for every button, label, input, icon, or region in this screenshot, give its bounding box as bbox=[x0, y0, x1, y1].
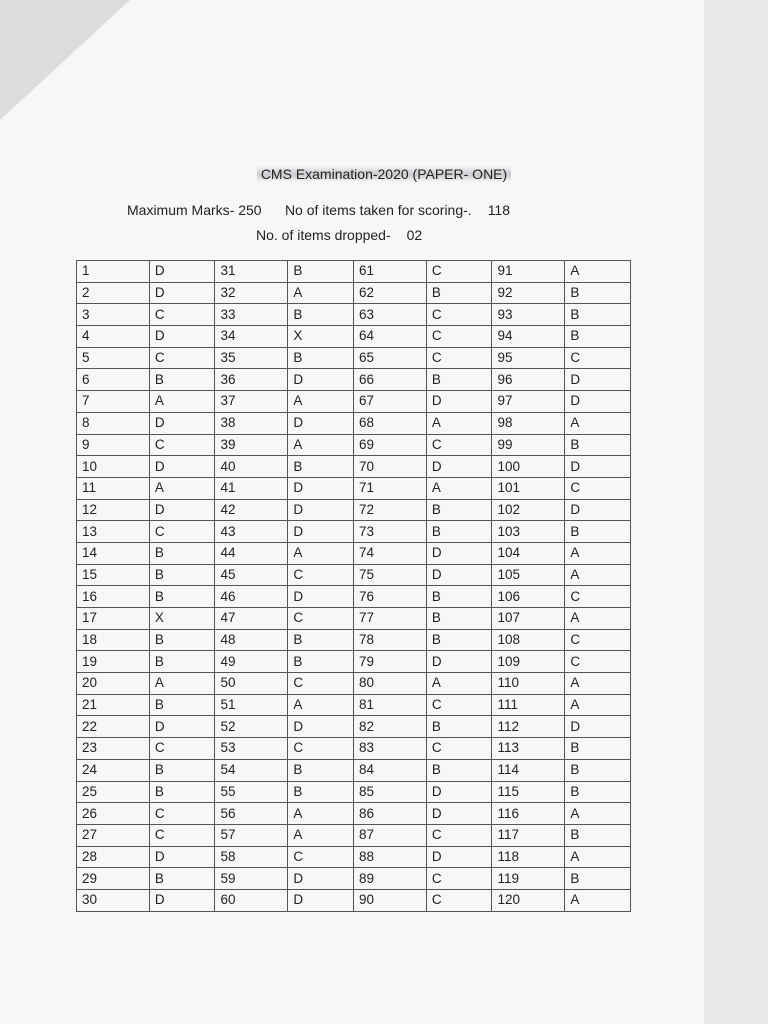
answer-letter: C bbox=[426, 304, 492, 326]
question-number: 94 bbox=[492, 326, 565, 348]
question-number: 8 bbox=[77, 412, 150, 434]
question-number: 110 bbox=[492, 673, 565, 695]
answer-key-table bbox=[76, 260, 631, 912]
question-number: 21 bbox=[77, 694, 150, 716]
table-row bbox=[77, 629, 631, 651]
question-number: 73 bbox=[353, 521, 426, 543]
answer-letter: C bbox=[426, 889, 492, 911]
question-number: 100 bbox=[492, 456, 565, 478]
question-number: 59 bbox=[215, 868, 288, 890]
question-number: 53 bbox=[215, 738, 288, 760]
question-number: 34 bbox=[215, 326, 288, 348]
table-row bbox=[77, 304, 631, 326]
question-number: 11 bbox=[77, 477, 150, 499]
answer-letter: A bbox=[565, 673, 631, 695]
answer-letter: A bbox=[426, 412, 492, 434]
answer-letter: B bbox=[565, 868, 631, 890]
answer-letter: C bbox=[565, 586, 631, 608]
answer-letter: A bbox=[565, 889, 631, 911]
answer-letter: A bbox=[565, 608, 631, 630]
question-number: 2 bbox=[77, 282, 150, 304]
answer-letter: A bbox=[288, 542, 354, 564]
question-number: 109 bbox=[492, 651, 565, 673]
question-number: 117 bbox=[492, 824, 565, 846]
answer-letter: C bbox=[288, 673, 354, 695]
answer-letter: A bbox=[288, 282, 354, 304]
answer-letter: B bbox=[149, 586, 215, 608]
marks-line bbox=[127, 202, 510, 218]
question-number: 114 bbox=[492, 759, 565, 781]
table-row bbox=[77, 759, 631, 781]
question-number: 75 bbox=[353, 564, 426, 586]
table-row bbox=[77, 716, 631, 738]
answer-letter: B bbox=[426, 521, 492, 543]
question-number: 39 bbox=[215, 434, 288, 456]
table-row bbox=[77, 824, 631, 846]
question-number: 38 bbox=[215, 412, 288, 434]
answer-letter: C bbox=[565, 629, 631, 651]
answer-letter: D bbox=[288, 477, 354, 499]
question-number: 96 bbox=[492, 369, 565, 391]
question-number: 24 bbox=[77, 759, 150, 781]
table-row bbox=[77, 477, 631, 499]
answer-letter: C bbox=[426, 868, 492, 890]
answer-letter: B bbox=[149, 651, 215, 673]
answer-letter: D bbox=[288, 412, 354, 434]
question-number: 111 bbox=[492, 694, 565, 716]
answer-letter: B bbox=[426, 716, 492, 738]
question-number: 74 bbox=[353, 542, 426, 564]
question-number: 52 bbox=[215, 716, 288, 738]
question-number: 89 bbox=[353, 868, 426, 890]
question-number: 18 bbox=[77, 629, 150, 651]
question-number: 50 bbox=[215, 673, 288, 695]
answer-letter: D bbox=[426, 564, 492, 586]
table-row bbox=[77, 781, 631, 803]
question-number: 48 bbox=[215, 629, 288, 651]
table-row bbox=[77, 434, 631, 456]
question-number: 63 bbox=[353, 304, 426, 326]
answer-letter: B bbox=[288, 261, 354, 283]
question-number: 3 bbox=[77, 304, 150, 326]
answer-letter: C bbox=[149, 304, 215, 326]
answer-letter: D bbox=[426, 846, 492, 868]
question-number: 37 bbox=[215, 391, 288, 413]
answer-letter: C bbox=[288, 846, 354, 868]
answer-letter: B bbox=[565, 434, 631, 456]
table-row bbox=[77, 412, 631, 434]
answer-letter: D bbox=[426, 456, 492, 478]
max-marks: Maximum Marks- 250 bbox=[127, 202, 262, 218]
answer-letter: A bbox=[288, 434, 354, 456]
question-number: 66 bbox=[353, 369, 426, 391]
table-row bbox=[77, 391, 631, 413]
answer-letter: D bbox=[288, 499, 354, 521]
table-row bbox=[77, 521, 631, 543]
folded-corner bbox=[0, 0, 130, 120]
answer-letter: B bbox=[149, 542, 215, 564]
question-number: 81 bbox=[353, 694, 426, 716]
document-title bbox=[0, 166, 768, 182]
answer-letter: C bbox=[426, 434, 492, 456]
answer-letter: A bbox=[426, 477, 492, 499]
question-number: 79 bbox=[353, 651, 426, 673]
question-number: 95 bbox=[492, 347, 565, 369]
answer-letter: X bbox=[288, 326, 354, 348]
answer-letter: C bbox=[149, 824, 215, 846]
question-number: 99 bbox=[492, 434, 565, 456]
table-row bbox=[77, 564, 631, 586]
answer-letter: C bbox=[426, 694, 492, 716]
table-row bbox=[77, 347, 631, 369]
answer-letter: D bbox=[565, 369, 631, 391]
answer-letter: D bbox=[565, 499, 631, 521]
table-row bbox=[77, 586, 631, 608]
question-number: 115 bbox=[492, 781, 565, 803]
question-number: 29 bbox=[77, 868, 150, 890]
answer-letter: B bbox=[149, 629, 215, 651]
answer-letter: B bbox=[288, 629, 354, 651]
answer-letter: D bbox=[426, 651, 492, 673]
question-number: 91 bbox=[492, 261, 565, 283]
question-number: 101 bbox=[492, 477, 565, 499]
answer-letter: D bbox=[426, 542, 492, 564]
table-row bbox=[77, 673, 631, 695]
answer-letter: A bbox=[565, 261, 631, 283]
table-row bbox=[77, 694, 631, 716]
table-row bbox=[77, 651, 631, 673]
answer-letter: B bbox=[149, 781, 215, 803]
question-number: 49 bbox=[215, 651, 288, 673]
question-number: 116 bbox=[492, 803, 565, 825]
question-number: 90 bbox=[353, 889, 426, 911]
question-number: 112 bbox=[492, 716, 565, 738]
answer-letter: B bbox=[565, 282, 631, 304]
question-number: 61 bbox=[353, 261, 426, 283]
answer-letter: D bbox=[288, 716, 354, 738]
table-row bbox=[77, 499, 631, 521]
question-number: 65 bbox=[353, 347, 426, 369]
answer-letter: D bbox=[149, 326, 215, 348]
question-number: 6 bbox=[77, 369, 150, 391]
answer-letter: B bbox=[426, 629, 492, 651]
question-number: 16 bbox=[77, 586, 150, 608]
answer-letter: A bbox=[565, 412, 631, 434]
answer-letter: B bbox=[149, 564, 215, 586]
question-number: 80 bbox=[353, 673, 426, 695]
answer-letter: D bbox=[288, 586, 354, 608]
answer-letter: A bbox=[149, 391, 215, 413]
answer-letter: A bbox=[288, 824, 354, 846]
answer-letter: B bbox=[288, 456, 354, 478]
answer-letter: X bbox=[149, 608, 215, 630]
answer-letter: A bbox=[565, 803, 631, 825]
question-number: 23 bbox=[77, 738, 150, 760]
question-number: 70 bbox=[353, 456, 426, 478]
question-number: 41 bbox=[215, 477, 288, 499]
question-number: 113 bbox=[492, 738, 565, 760]
question-number: 58 bbox=[215, 846, 288, 868]
table-row bbox=[77, 456, 631, 478]
answer-letter: B bbox=[426, 369, 492, 391]
question-number: 14 bbox=[77, 542, 150, 564]
question-number: 87 bbox=[353, 824, 426, 846]
answer-letter: B bbox=[288, 651, 354, 673]
title-text: CMS Examination-2020 (PAPER- ONE) bbox=[257, 166, 511, 182]
answer-letter: A bbox=[149, 477, 215, 499]
question-number: 60 bbox=[215, 889, 288, 911]
answer-letter: C bbox=[426, 824, 492, 846]
question-number: 107 bbox=[492, 608, 565, 630]
question-number: 82 bbox=[353, 716, 426, 738]
question-number: 62 bbox=[353, 282, 426, 304]
dropped-label: No. of items dropped- bbox=[256, 227, 391, 243]
question-number: 64 bbox=[353, 326, 426, 348]
answer-letter: D bbox=[149, 716, 215, 738]
table-row bbox=[77, 846, 631, 868]
question-number: 45 bbox=[215, 564, 288, 586]
answer-letter: B bbox=[149, 868, 215, 890]
question-number: 20 bbox=[77, 673, 150, 695]
question-number: 5 bbox=[77, 347, 150, 369]
answer-letter: B bbox=[426, 608, 492, 630]
question-number: 83 bbox=[353, 738, 426, 760]
question-number: 12 bbox=[77, 499, 150, 521]
question-number: 84 bbox=[353, 759, 426, 781]
question-number: 43 bbox=[215, 521, 288, 543]
question-number: 119 bbox=[492, 868, 565, 890]
dropped-line bbox=[256, 227, 422, 243]
question-number: 26 bbox=[77, 803, 150, 825]
question-number: 4 bbox=[77, 326, 150, 348]
table-row bbox=[77, 608, 631, 630]
answer-letter: A bbox=[426, 673, 492, 695]
question-number: 104 bbox=[492, 542, 565, 564]
answer-letter: B bbox=[565, 781, 631, 803]
answer-letter: C bbox=[426, 326, 492, 348]
question-number: 97 bbox=[492, 391, 565, 413]
question-number: 47 bbox=[215, 608, 288, 630]
answer-letter: D bbox=[149, 261, 215, 283]
question-number: 28 bbox=[77, 846, 150, 868]
answer-letter: D bbox=[565, 456, 631, 478]
answer-letter: D bbox=[149, 282, 215, 304]
answer-letter: B bbox=[426, 499, 492, 521]
answer-letter: B bbox=[565, 738, 631, 760]
answer-letter: D bbox=[149, 889, 215, 911]
answer-letter: D bbox=[288, 889, 354, 911]
question-number: 40 bbox=[215, 456, 288, 478]
answer-letter: C bbox=[565, 477, 631, 499]
answer-letter: A bbox=[565, 542, 631, 564]
answer-letter: D bbox=[288, 521, 354, 543]
answer-letter: D bbox=[426, 391, 492, 413]
question-number: 78 bbox=[353, 629, 426, 651]
answer-letter: B bbox=[565, 326, 631, 348]
answer-letter: C bbox=[149, 434, 215, 456]
answer-letter: B bbox=[565, 521, 631, 543]
question-number: 44 bbox=[215, 542, 288, 564]
dropped-count: 02 bbox=[406, 227, 423, 243]
answer-letter: C bbox=[426, 738, 492, 760]
question-number: 86 bbox=[353, 803, 426, 825]
question-number: 76 bbox=[353, 586, 426, 608]
answer-letter: A bbox=[565, 564, 631, 586]
answer-letter: C bbox=[149, 738, 215, 760]
answer-letter: A bbox=[288, 803, 354, 825]
scoring-count: 118 bbox=[487, 202, 511, 218]
question-number: 55 bbox=[215, 781, 288, 803]
table-row bbox=[77, 542, 631, 564]
question-number: 42 bbox=[215, 499, 288, 521]
answer-letter: A bbox=[288, 694, 354, 716]
question-number: 33 bbox=[215, 304, 288, 326]
answer-letter: B bbox=[288, 781, 354, 803]
answer-letter: C bbox=[149, 803, 215, 825]
table-row bbox=[77, 868, 631, 890]
table-row bbox=[77, 326, 631, 348]
question-number: 85 bbox=[353, 781, 426, 803]
question-number: 19 bbox=[77, 651, 150, 673]
answer-letter: B bbox=[426, 586, 492, 608]
question-number: 56 bbox=[215, 803, 288, 825]
question-number: 13 bbox=[77, 521, 150, 543]
answer-letter: D bbox=[565, 391, 631, 413]
answer-letter: C bbox=[426, 261, 492, 283]
answer-letter: C bbox=[288, 564, 354, 586]
answer-letter: B bbox=[565, 304, 631, 326]
question-number: 88 bbox=[353, 846, 426, 868]
answer-letter: B bbox=[565, 824, 631, 846]
answer-letter: D bbox=[149, 456, 215, 478]
table-row bbox=[77, 369, 631, 391]
question-number: 31 bbox=[215, 261, 288, 283]
table-row bbox=[77, 282, 631, 304]
question-number: 32 bbox=[215, 282, 288, 304]
question-number: 106 bbox=[492, 586, 565, 608]
question-number: 36 bbox=[215, 369, 288, 391]
question-number: 51 bbox=[215, 694, 288, 716]
answer-letter: C bbox=[149, 347, 215, 369]
answer-letter: D bbox=[426, 803, 492, 825]
answer-letter: D bbox=[288, 868, 354, 890]
question-number: 57 bbox=[215, 824, 288, 846]
question-number: 108 bbox=[492, 629, 565, 651]
question-number: 120 bbox=[492, 889, 565, 911]
question-number: 69 bbox=[353, 434, 426, 456]
question-number: 68 bbox=[353, 412, 426, 434]
question-number: 10 bbox=[77, 456, 150, 478]
question-number: 118 bbox=[492, 846, 565, 868]
answer-letter: C bbox=[149, 521, 215, 543]
question-number: 92 bbox=[492, 282, 565, 304]
answer-letter: D bbox=[426, 781, 492, 803]
answer-letter: C bbox=[565, 651, 631, 673]
answer-letter: B bbox=[149, 694, 215, 716]
answer-letter: D bbox=[288, 369, 354, 391]
answer-letter: B bbox=[288, 759, 354, 781]
question-number: 25 bbox=[77, 781, 150, 803]
answer-letter: B bbox=[288, 347, 354, 369]
question-number: 30 bbox=[77, 889, 150, 911]
scoring-label: No of items taken for scoring-. bbox=[284, 202, 472, 218]
answer-letter: D bbox=[149, 499, 215, 521]
answer-letter: C bbox=[565, 347, 631, 369]
question-number: 98 bbox=[492, 412, 565, 434]
question-number: 9 bbox=[77, 434, 150, 456]
question-number: 35 bbox=[215, 347, 288, 369]
answer-letter: B bbox=[426, 282, 492, 304]
answer-letter: B bbox=[288, 304, 354, 326]
table-row bbox=[77, 738, 631, 760]
answer-letter: C bbox=[288, 738, 354, 760]
answer-letter: D bbox=[565, 716, 631, 738]
question-number: 77 bbox=[353, 608, 426, 630]
question-number: 46 bbox=[215, 586, 288, 608]
answer-letter: A bbox=[565, 694, 631, 716]
answer-key-body bbox=[77, 261, 631, 912]
question-number: 93 bbox=[492, 304, 565, 326]
answer-letter: B bbox=[149, 369, 215, 391]
question-number: 71 bbox=[353, 477, 426, 499]
question-number: 72 bbox=[353, 499, 426, 521]
answer-letter: B bbox=[426, 759, 492, 781]
question-number: 22 bbox=[77, 716, 150, 738]
table-row bbox=[77, 261, 631, 283]
question-number: 105 bbox=[492, 564, 565, 586]
answer-letter: D bbox=[149, 846, 215, 868]
question-number: 67 bbox=[353, 391, 426, 413]
answer-letter: A bbox=[288, 391, 354, 413]
question-number: 103 bbox=[492, 521, 565, 543]
answer-letter: C bbox=[288, 608, 354, 630]
table-row bbox=[77, 803, 631, 825]
table-row bbox=[77, 889, 631, 911]
question-number: 15 bbox=[77, 564, 150, 586]
question-number: 7 bbox=[77, 391, 150, 413]
answer-letter: B bbox=[149, 759, 215, 781]
question-number: 54 bbox=[215, 759, 288, 781]
answer-letter: B bbox=[565, 759, 631, 781]
answer-letter: A bbox=[565, 846, 631, 868]
question-number: 17 bbox=[77, 608, 150, 630]
answer-letter: C bbox=[426, 347, 492, 369]
answer-letter: A bbox=[149, 673, 215, 695]
answer-letter: D bbox=[149, 412, 215, 434]
question-number: 1 bbox=[77, 261, 150, 283]
question-number: 27 bbox=[77, 824, 150, 846]
question-number: 102 bbox=[492, 499, 565, 521]
